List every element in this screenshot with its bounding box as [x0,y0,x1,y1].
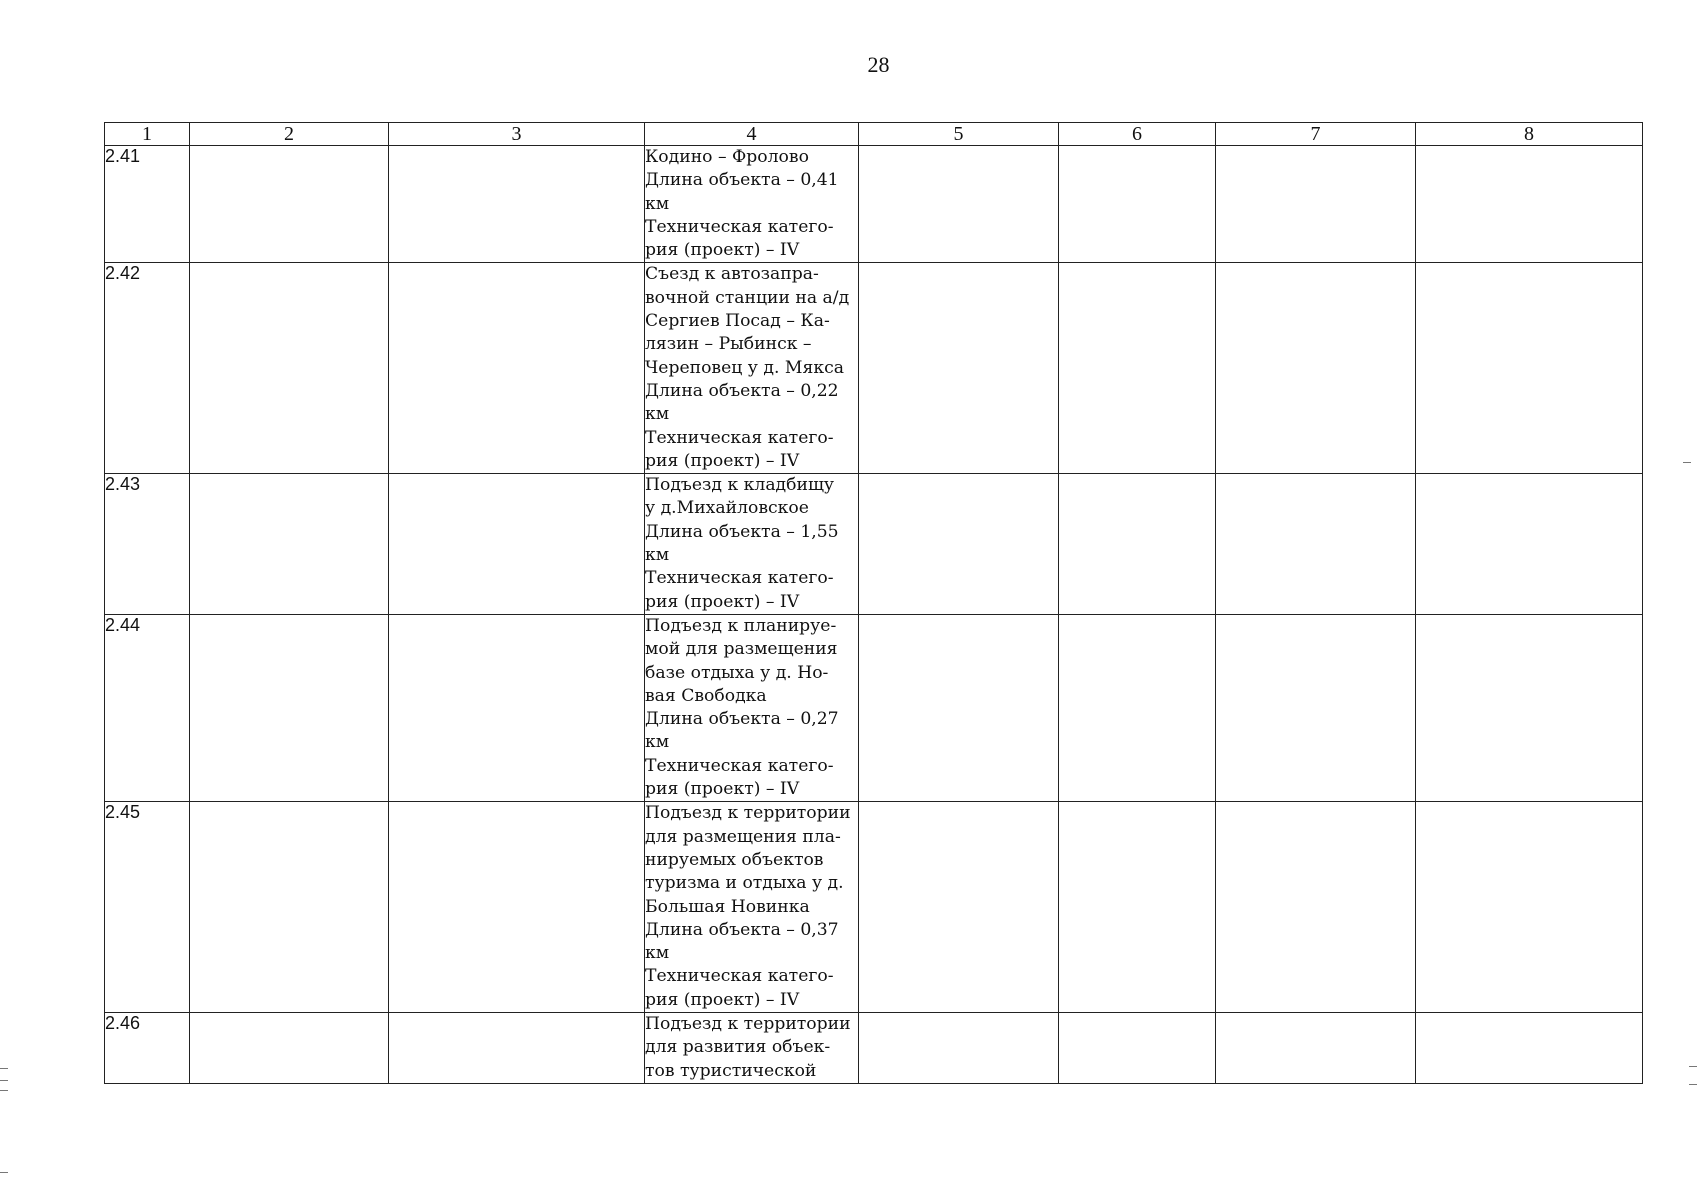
empty-cell-col-8 [1416,474,1643,615]
empty-cell-col-3 [389,146,645,263]
description-line: Подъезд к кладбищу [645,475,835,496]
description-line: для развития объек- [645,1037,831,1058]
empty-cell-col-5 [859,1012,1059,1083]
description-line: тов туристической [645,1060,817,1081]
description-line: км [645,193,670,214]
margin-mark [0,1090,8,1091]
empty-cell-col-3 [389,263,645,474]
empty-cell-col-2 [190,802,389,1013]
object-description-cell [645,263,859,474]
description-line: мой для размещения [645,639,838,660]
empty-cell-col-3 [389,1012,645,1083]
empty-cell-col-3 [389,614,645,801]
description-line: Техническая катего- [645,568,834,589]
description-line: Техническая катего- [645,427,834,448]
description-line: Техническая катего- [645,966,834,987]
empty-cell-col-7 [1216,802,1416,1013]
empty-cell-col-5 [859,614,1059,801]
table-row [105,802,1643,1013]
object-description-cell [645,1012,859,1083]
table-row [105,614,1643,801]
empty-cell-col-5 [859,802,1059,1013]
column-header-7: 7 [1216,123,1416,146]
object-description-cell [645,146,859,263]
empty-cell-col-8 [1416,146,1643,263]
empty-cell-col-7 [1216,1012,1416,1083]
empty-cell-col-3 [389,474,645,615]
row-number-cell: 2.43 [105,474,190,615]
empty-cell-col-2 [190,1012,389,1083]
description-line: нируемых объектов [645,849,824,870]
page-number: 28 [867,52,890,77]
description-line: рия (проект) – IV [645,989,800,1010]
table-row [105,146,1643,263]
column-header-5: 5 [859,123,1059,146]
column-header-2: 2 [190,123,389,146]
empty-cell-col-8 [1416,802,1643,1013]
description-line: рия (проект) – IV [645,779,800,800]
row-number-cell: 2.41 [105,146,190,263]
object-description-cell [645,802,859,1013]
description-line: Подъезд к территории [645,1013,851,1034]
column-header-1: 1 [105,123,190,146]
empty-cell-col-7 [1216,263,1416,474]
empty-cell-col-2 [190,263,389,474]
description-line: Длина объекта – 0,37 [645,919,839,940]
empty-cell-col-5 [859,474,1059,615]
margin-mark [1689,1066,1697,1067]
column-header-4: 4 [645,123,859,146]
empty-cell-col-8 [1416,614,1643,801]
description-line: км [645,943,670,964]
empty-cell-col-2 [190,146,389,263]
row-number-cell: 2.44 [105,614,190,801]
description-line: Техническая катего- [645,755,834,776]
description-line: Техническая катего- [645,216,834,237]
row-number-cell: 2.45 [105,802,190,1013]
empty-cell-col-6 [1059,614,1216,801]
description-line: у д.Михайловское [645,498,809,519]
description-line: Подъезд к территории [645,803,851,824]
description-line: базе отдыха у д. Но- [645,662,829,683]
row-number-cell: 2.46 [105,1012,190,1083]
description-line: Длина объекта – 1,55 [645,521,839,542]
empty-cell-col-6 [1059,802,1216,1013]
empty-cell-col-6 [1059,1012,1216,1083]
description-line: Подъезд к планируе- [645,615,837,636]
object-description-cell [645,474,859,615]
description-line: рия (проект) – IV [645,450,800,471]
row-number-cell: 2.42 [105,263,190,474]
column-header-8: 8 [1416,123,1643,146]
empty-cell-col-3 [389,802,645,1013]
margin-mark [0,1172,8,1173]
description-line: рия (проект) – IV [645,240,800,261]
empty-cell-col-8 [1416,263,1643,474]
description-line: вочной станции на а/д [645,287,850,308]
header-row [105,123,1643,146]
description-line: км [645,545,670,566]
description-line: для размещения пла- [645,826,841,847]
data-table [104,122,1643,1084]
description-line: рия (проект) – IV [645,591,800,612]
empty-cell-col-2 [190,474,389,615]
empty-cell-col-7 [1216,474,1416,615]
empty-cell-col-6 [1059,263,1216,474]
object-description-cell [645,614,859,801]
margin-mark [0,1080,8,1081]
empty-cell-col-5 [859,263,1059,474]
empty-cell-col-2 [190,614,389,801]
description-line: туризма и отдыха у д. [645,873,844,894]
empty-cell-col-8 [1416,1012,1643,1083]
description-line: Съезд к автозапра- [645,264,819,285]
margin-mark [1689,1084,1697,1085]
table-row [105,263,1643,474]
margin-mark [0,1068,8,1069]
table-body [105,146,1643,1084]
description-line: Кодино – Фролово [645,147,809,167]
description-line: Череповец у д. Мякса [645,357,844,378]
empty-cell-col-7 [1216,146,1416,263]
empty-cell-col-6 [1059,146,1216,263]
empty-cell-col-6 [1059,474,1216,615]
description-line: Длина объекта – 0,22 [645,380,839,401]
empty-cell-col-5 [859,146,1059,263]
description-line: Длина объекта – 0,27 [645,709,839,730]
description-line: км [645,732,670,753]
description-line: вая Свободка [645,685,767,706]
margin-mark [1683,462,1691,463]
description-line: Длина объекта – 0,41 [645,170,839,191]
column-header-3: 3 [389,123,645,146]
description-line: Большая Новинка [645,896,810,917]
table-row [105,474,1643,615]
description-line: лязин – Рыбинск – [645,334,812,355]
table-row [105,1012,1643,1083]
empty-cell-col-7 [1216,614,1416,801]
description-line: Сергиев Посад – Ка- [645,311,830,332]
description-line: км [645,404,670,425]
column-header-6: 6 [1059,123,1216,146]
